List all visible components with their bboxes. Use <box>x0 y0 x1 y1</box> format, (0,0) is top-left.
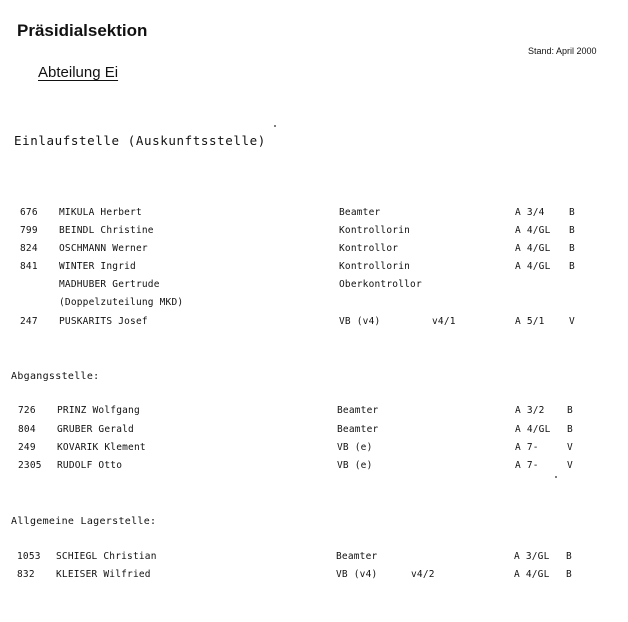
row-nr: 247 <box>20 316 38 327</box>
row-grade: A 7- <box>515 460 539 471</box>
row-role: VB (e) <box>337 460 373 471</box>
row-nr: 2305 <box>18 460 42 471</box>
row-role: Kontrollorin <box>339 261 411 272</box>
row-nr: 841 <box>20 261 38 272</box>
row-role: Beamter <box>337 405 379 416</box>
stand-date: Stand: April 2000 <box>528 46 597 56</box>
row-role: VB (v4) <box>339 316 381 327</box>
row-name: PUSKARITS Josef <box>59 316 148 327</box>
scan-speck <box>274 125 276 127</box>
row-name: PRINZ Wolfgang <box>57 405 140 416</box>
row-name: KLEISER Wilfried <box>56 569 151 580</box>
row-nr: 799 <box>20 225 38 236</box>
row-grade: A 5/1 <box>515 316 545 327</box>
page-title: Präsidialsektion <box>17 21 148 40</box>
row-role: Kontrollorin <box>339 225 411 236</box>
row-role: Oberkontrollor <box>339 279 422 290</box>
row-nr: 249 <box>18 442 36 453</box>
section-heading-abgangsstelle: Abgangsstelle: <box>11 371 100 382</box>
row-grade: A 4/GL <box>515 424 551 435</box>
row-name: KOVARIK Klement <box>57 442 146 453</box>
row-cls: B <box>569 225 575 236</box>
row-role: VB (e) <box>337 442 373 453</box>
section-heading-einlaufstelle: Einlaufstelle (Auskunftsstelle) <box>14 133 266 148</box>
row-grade: A 4/GL <box>515 225 551 236</box>
row-grade: A 3/4 <box>515 207 545 218</box>
row-name: MIKULA Herbert <box>59 207 142 218</box>
section-heading-lagerstelle: Allgemeine Lagerstelle: <box>11 516 157 527</box>
row-cls: B <box>567 424 573 435</box>
row-grade: A 4/GL <box>515 243 551 254</box>
scan-speck <box>555 476 557 478</box>
row-nr: 1053 <box>17 551 41 562</box>
row-nr: 804 <box>18 424 36 435</box>
row-role: Beamter <box>339 207 381 218</box>
row-grade: A 3/2 <box>515 405 545 416</box>
row-nr: 676 <box>20 207 38 218</box>
row-grade: A 4/GL <box>514 569 550 580</box>
row-cls: B <box>566 551 572 562</box>
row-v: v4/2 <box>411 569 435 580</box>
row-grade: A 7- <box>515 442 539 453</box>
row-nr: 726 <box>18 405 36 416</box>
row-name: BEINDL Christine <box>59 225 154 236</box>
row-name: WINTER Ingrid <box>59 261 136 272</box>
row-grade: A 3/GL <box>514 551 550 562</box>
row-nr: 824 <box>20 243 38 254</box>
row-name: RUDOLF Otto <box>57 460 123 471</box>
row-grade: A 4/GL <box>515 261 551 272</box>
row-v: v4/1 <box>432 316 456 327</box>
row-name: (Doppelzuteilung MKD) <box>59 297 184 308</box>
department-heading: Abteilung Ei <box>38 64 119 81</box>
row-name: OSCHMANN Werner <box>59 243 148 254</box>
row-name: GRUBER Gerald <box>57 424 134 435</box>
row-nr: 832 <box>17 569 35 580</box>
row-cls: V <box>569 316 575 327</box>
row-role: Beamter <box>337 424 379 435</box>
row-cls: B <box>567 405 573 416</box>
row-cls: B <box>569 207 575 218</box>
row-role: VB (v4) <box>336 569 378 580</box>
row-cls: V <box>567 460 573 471</box>
row-cls: V <box>567 442 573 453</box>
row-name: MADHUBER Gertrude <box>59 279 160 290</box>
row-role: Beamter <box>336 551 378 562</box>
row-role: Kontrollor <box>339 243 399 254</box>
row-cls: B <box>569 261 575 272</box>
row-name: SCHIEGL Christian <box>56 551 157 562</box>
row-cls: B <box>566 569 572 580</box>
row-cls: B <box>569 243 575 254</box>
